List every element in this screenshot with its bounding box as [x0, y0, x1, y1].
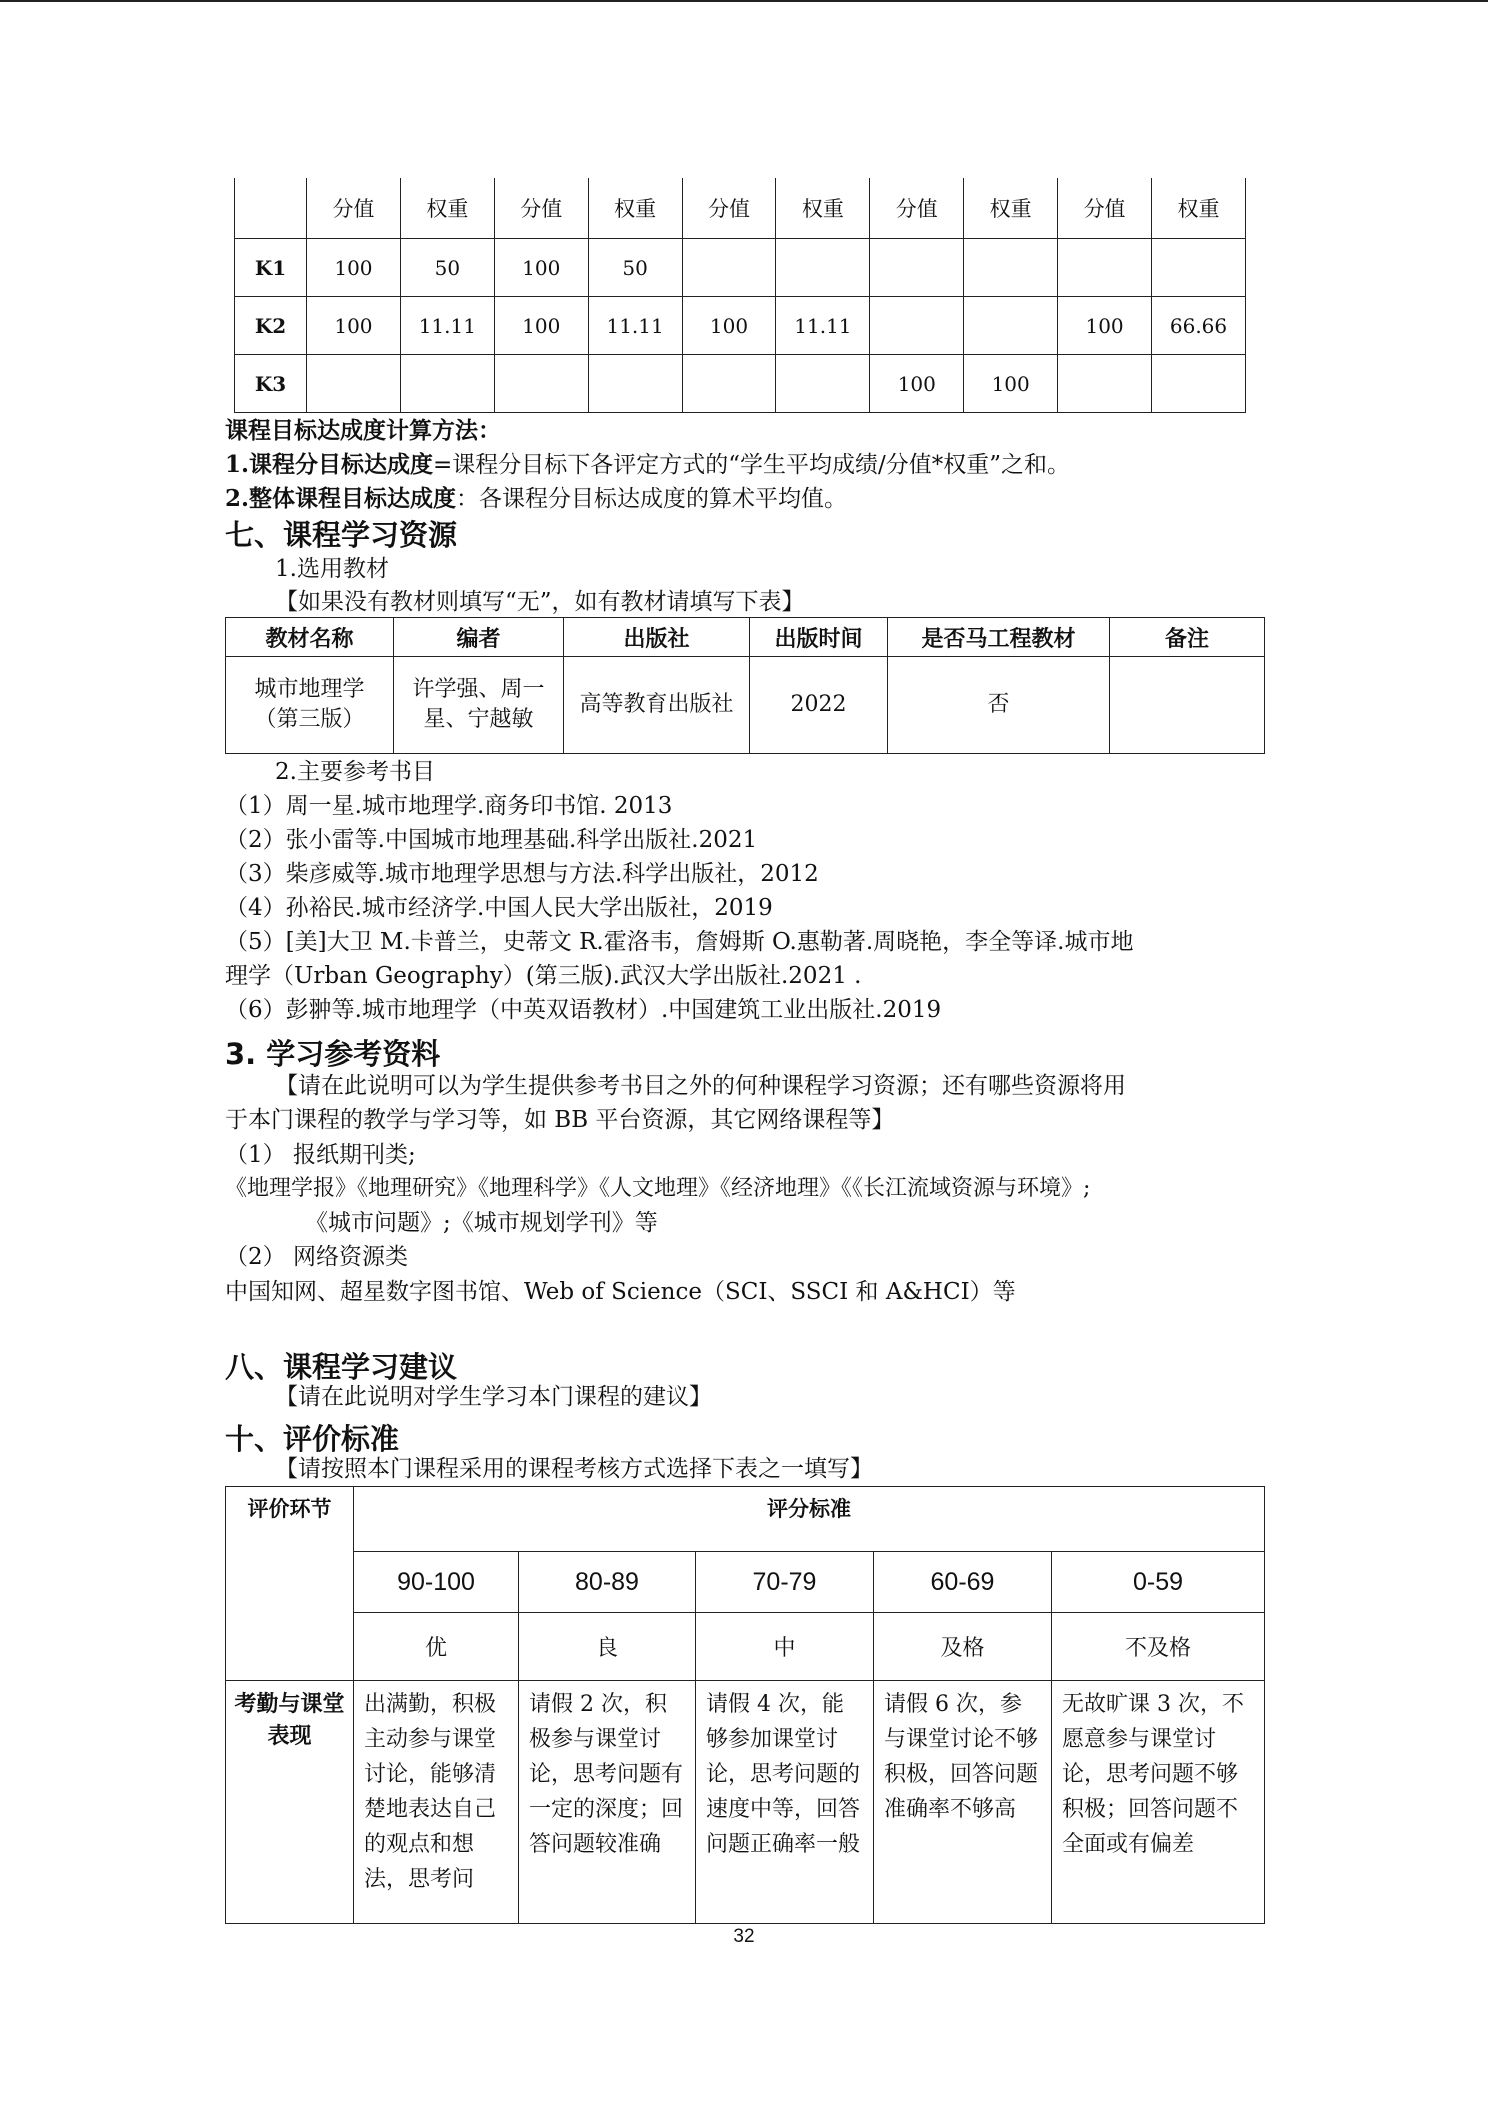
table-cell [494, 355, 588, 413]
journals-line2: 《城市问题》;《城市规划学刊》等 [305, 1210, 658, 1236]
table-row [226, 657, 1265, 754]
weights-header-cell: 分值 [682, 178, 776, 239]
weights-header-cell: 权重 [776, 178, 870, 239]
criteria-cell: 出满勤，积极主动参与课堂讨论，能够清楚地表达自己的观点和想法，思考问 [354, 1681, 519, 1924]
grading-table [225, 1486, 1265, 1924]
grade-cell: 优 [354, 1613, 519, 1681]
table-cell: 50 [588, 239, 682, 297]
score-range-cell: 0-59 [1052, 1552, 1265, 1613]
weights-header-cell: 分值 [1058, 178, 1152, 239]
calc-heading: 课程目标达成度计算方法： [225, 417, 501, 444]
textbook-header-cell: 是否马工程教材 [888, 618, 1110, 657]
table-cell [1058, 355, 1152, 413]
table-cell [400, 355, 494, 413]
criteria-cell: 请假 4 次，能够参加课堂讨论，思考问题的速度中等，回答问题正确率一般 [696, 1681, 874, 1924]
section-8-title: 八、课程学习建议 [225, 1350, 458, 1384]
table-cell: 50 [400, 239, 494, 297]
grade-row [226, 1613, 1265, 1681]
row-label: K2 [235, 297, 307, 355]
table-cell: 11.11 [776, 297, 870, 355]
eval-stage-header: 评价环节 [226, 1487, 354, 1681]
reference-item: （4）孙裕民.城市经济学.中国人民大学出版社，2019 [225, 895, 773, 921]
table-cell [1152, 355, 1246, 413]
section-10-title: 十、评价标准 [225, 1422, 400, 1456]
textbook-header-cell: 出版时间 [750, 618, 888, 657]
table-cell [870, 297, 964, 355]
table-cell: 高等教育出版社 [564, 657, 750, 754]
grade-cell: 不及格 [1052, 1613, 1265, 1681]
table-cell [682, 355, 776, 413]
page-top-border [0, 0, 1488, 2]
textbook-header-cell: 教材名称 [226, 618, 394, 657]
score-range-cell: 60-69 [874, 1552, 1052, 1613]
calc-item-1-text: =课程分目标下各评定方式的“学生平均成绩/分值*权重”之和。 [433, 452, 1071, 478]
calc-item-2-text: ：各课程分目标达成度的算术平均值。 [456, 486, 848, 512]
calc-item-2-term: 2.整体课程目标达成度 [225, 485, 457, 512]
table-cell [964, 297, 1058, 355]
weights-header-row [235, 178, 1246, 239]
weights-header-cell: 分值 [494, 178, 588, 239]
weights-table [234, 178, 1246, 413]
row-label: K3 [235, 355, 307, 413]
textbook-header-cell: 备注 [1110, 618, 1265, 657]
table-cell [1058, 239, 1152, 297]
table-cell: 100 [307, 297, 401, 355]
section-7-note: 【如果没有教材则填写“无”，如有教材请填写下表】 [275, 589, 805, 615]
row-label: K1 [235, 239, 307, 297]
section-3-note-line1: 【请在此说明可以为学生提供参考书目之外的何种课程学习资源；还有哪些资源将用 [275, 1073, 1126, 1099]
table-cell [588, 355, 682, 413]
weights-header-cell: 权重 [588, 178, 682, 239]
table-cell [307, 355, 401, 413]
section-7-sub1: 1.选用教材 [275, 556, 389, 582]
section-7-sub2: 2.主要参考书目 [275, 759, 435, 785]
criteria-cell: 请假 2 次，积极参与课堂讨论，思考问题有一定的深度；回答问题较准确 [519, 1681, 696, 1924]
section-3-item1: （1） 报纸期刊类; [225, 1142, 416, 1168]
table-cell [1110, 657, 1265, 754]
table-cell: 100 [870, 355, 964, 413]
score-range-cell: 90-100 [354, 1552, 519, 1613]
grading-header-row [226, 1487, 1265, 1552]
section-7-title: 七、课程学习资源 [225, 518, 458, 552]
grade-cell: 中 [696, 1613, 874, 1681]
table-cell [682, 239, 776, 297]
table-cell: 100 [964, 355, 1058, 413]
page-number: 32 [733, 1926, 755, 1947]
textbook-table [225, 617, 1265, 754]
textbook-header-row [226, 618, 1265, 657]
reference-item: （1）周一星.城市地理学.商务印书馆. 2013 [225, 793, 673, 819]
textbook-header-cell: 出版社 [564, 618, 750, 657]
criteria-cell: 请假 6 次，参与课堂讨论不够积极，回答问题准确率不够高 [874, 1681, 1052, 1924]
table-cell: 11.11 [400, 297, 494, 355]
reference-item: （3）柴彦威等.城市地理学思想与方法.科学出版社，2012 [225, 861, 819, 887]
weights-header-cell: 权重 [964, 178, 1058, 239]
reference-item: （5）[美]大卫 M.卡普兰，史蒂文 R.霍洛韦，詹姆斯 O.惠勒著.周晓艳，李全等译.城市地 [225, 929, 1134, 955]
section-3-item2: （2） 网络资源类 [225, 1244, 408, 1270]
table-cell [1152, 239, 1246, 297]
grade-cell: 及格 [874, 1613, 1052, 1681]
weights-header-cell [235, 178, 307, 239]
section-8-note: 【请在此说明对学生学习本门课程的建议】 [275, 1384, 712, 1410]
table-cell [776, 355, 870, 413]
table-cell: 100 [494, 297, 588, 355]
section-3-note-line2: 于本门课程的教学与学习等，如 BB 平台资源，其它网络课程等】 [225, 1107, 895, 1133]
criteria-row-label: 考勤与课堂表现 [226, 1681, 354, 1924]
table-cell [776, 239, 870, 297]
reference-item: （6）彭翀等.城市地理学（中英双语教材）.中国建筑工业出版社.2019 [225, 997, 942, 1023]
score-range-cell: 80-89 [519, 1552, 696, 1613]
table-cell: 城市地理学（第三版） [226, 657, 394, 754]
score-range-cell: 70-79 [696, 1552, 874, 1613]
table-cell: 66.66 [1152, 297, 1246, 355]
table-cell: 否 [888, 657, 1110, 754]
table-row [235, 355, 1246, 413]
weights-header-cell: 分值 [870, 178, 964, 239]
scoring-standard-header: 评分标准 [354, 1487, 1265, 1552]
weights-header-cell: 权重 [1152, 178, 1246, 239]
calc-item-1 [225, 448, 1070, 482]
reference-item: 理学（Urban Geography）(第三版).武汉大学出版社.2021 . [225, 963, 862, 989]
section-3-title: 3. 学习参考资料 [225, 1037, 441, 1071]
textbook-header-cell: 编者 [394, 618, 564, 657]
calc-item-2 [225, 482, 847, 516]
reference-item: （2）张小雷等.中国城市地理基础.科学出版社.2021 [225, 827, 758, 853]
weights-header-cell: 权重 [400, 178, 494, 239]
criteria-row [226, 1681, 1265, 1924]
table-cell [870, 239, 964, 297]
criteria-cell: 无故旷课 3 次，不愿意参与课堂讨论，思考问题不够积极；回答问题不全面或有偏差 [1052, 1681, 1265, 1924]
web-resources: 中国知网、超星数字图书馆、Web of Science（SCI、SSCI 和 A&HCI）等 [225, 1279, 1016, 1305]
table-cell: 100 [494, 239, 588, 297]
table-cell: 100 [1058, 297, 1152, 355]
table-cell: 许学强、周一星、宁越敏 [394, 657, 564, 754]
table-row [235, 239, 1246, 297]
table-row [235, 297, 1246, 355]
weights-header-cell: 分值 [307, 178, 401, 239]
table-cell: 100 [307, 239, 401, 297]
section-10-note: 【请按照本门课程采用的课程考核方式选择下表之一填写】 [275, 1456, 873, 1482]
table-cell: 100 [682, 297, 776, 355]
grade-cell: 良 [519, 1613, 696, 1681]
calc-item-1-term: 1.课程分目标达成度 [225, 451, 434, 478]
score-range-row [226, 1552, 1265, 1613]
table-cell [964, 239, 1058, 297]
journals-line1: 《地理学报》《地理研究》《地理科学》《人文地理》《经济地理》《《长江流域资源与环境》; [225, 1176, 1091, 1201]
table-cell: 2022 [750, 657, 888, 754]
table-cell: 11.11 [588, 297, 682, 355]
